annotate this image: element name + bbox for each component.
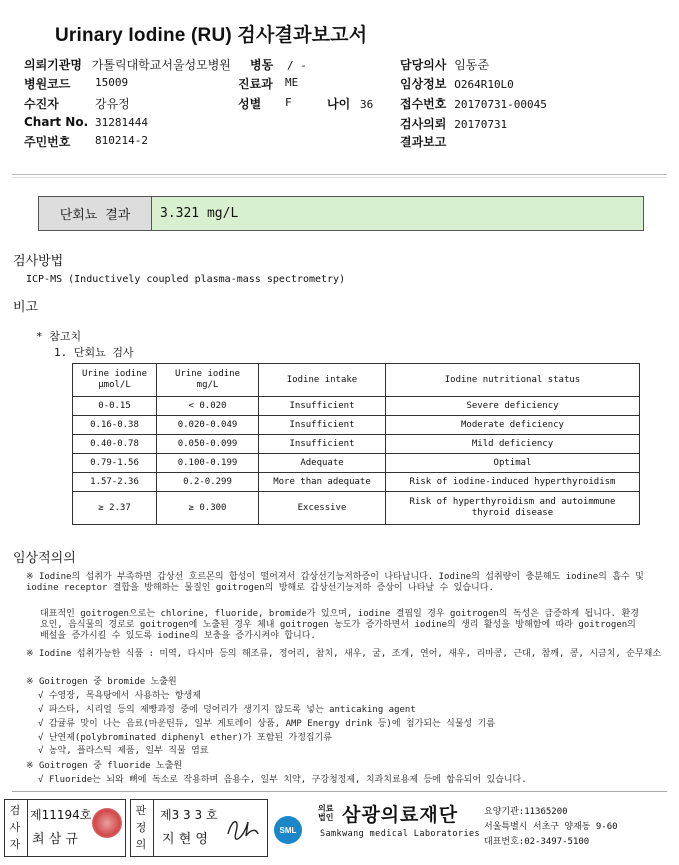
approver-name: 지 현 영 [162,832,208,847]
report-date-label: 결과보고 [400,135,447,149]
table-cell: 0.020-0.049 [157,416,259,435]
age-value: 36 [360,98,374,111]
divider [12,177,667,178]
hospcode-value: 15009 [95,76,129,89]
table-cell: 0.40-0.78 [73,435,157,454]
divider [12,791,667,792]
inspector-name: 최 삼 규 [32,832,78,847]
table-cell: 0-0.15 [73,397,157,416]
bromide-item: √ 농약, 플라스틱 제품, 일부 직물 염료 [38,746,209,756]
method-title: 검사방법 [13,254,64,269]
inspector-seal [92,808,122,838]
ref-title: * 참고치 [36,330,82,343]
table-cell: 0.79-1.56 [73,454,157,473]
col-header-mg: Urine iodine mg/L [157,364,259,397]
sex-label: 성별 [238,97,262,111]
table-cell: Insufficient [259,397,386,416]
bromide-item: √ 난연제(polybrominated diphenyl ether)가 포함된 가정집기류 [38,733,332,743]
table-row [73,492,640,525]
table-cell: ≥ 0.300 [157,492,259,525]
ward-value: / - [287,59,307,72]
table-cell: ≥ 2.37 [73,492,157,525]
table-cell: Insufficient [259,416,386,435]
table-cell: 1.57-2.36 [73,473,157,492]
phone: 대표번호:02-3497-5100 [484,837,590,847]
approver-label: 판정의 [135,804,147,851]
result-box [38,196,644,231]
receipt-label: 접수번호 [400,97,447,111]
table-cell: Risk of iodine-induced hyperthyroidism [386,473,640,492]
bromide-item: √ 파스타, 시리얼 등의 제빵과정 중에 덩어리가 생기지 않도록 넣는 anticaking agent [38,705,416,715]
table-row [73,454,640,473]
table-cell: < 0.020 [157,397,259,416]
bromide-title: ※ Goitrogen 중 bromide 노출원 [26,677,177,687]
fluoride-item: √ Fluoride는 뇌와 뼈에 독소로 작용하며 음용수, 일부 치약, 구강청정제, 치과치료용제 등에 함유되어 있습니다. [38,775,527,785]
inspector-label: 검사자 [9,804,21,851]
table-cell: Insufficient [259,435,386,454]
col-header-intake: Iodine intake [259,364,386,397]
col-header-umol: Urine iodine μmol/L [73,364,157,397]
table-header-row [73,364,640,397]
table-cell: 0.2-0.299 [157,473,259,492]
clinical-paragraph-1: ※ Iodine의 섭취가 부족하면 갑상선 호르몬의 합성이 떨어져서 갑상선기능저하증이 나타납니다. Iodine의 섭취량이 충분해도 iodine의 흡수 및 iodine receptor 결합을 방해하는 물질인 goitrogen의 방해로 갑상선기능저하 증상이 나타날 수 있습니다. [26,572,644,593]
hospcode-label: 병원코드 [24,77,71,91]
inspector-number: 제11194호 [30,808,92,822]
table-cell: 0.100-0.199 [157,454,259,473]
receipt-value: 20170731-00045 [454,98,547,111]
result-label: 단회뇨 결과 [39,197,152,230]
table-cell: Excessive [259,492,386,525]
corp-name: 삼광의료재단 [342,804,459,826]
age-label: 나이 [327,97,351,111]
table-cell: Moderate deficiency [386,416,640,435]
dept-label: 진료과 [238,77,273,91]
institution-label: 의뢰기관명 [24,58,82,72]
col-header-status: Iodine nutritional status [386,364,640,397]
ward-label: 병동 [250,58,274,72]
remarks-title: 비고 [13,300,39,315]
patient-value: 강유정 [95,97,130,111]
request-label: 검사의뢰 [400,117,447,131]
approver-number: 제3 3 3 호 [160,808,218,822]
patient-label: 수진자 [24,97,59,111]
signature-icon [224,812,262,842]
corp-prefix: 의료법인 [318,804,334,822]
ref-subtitle: 1. 단회뇨 검사 [54,346,134,359]
table-cell: 0.16-0.38 [73,416,157,435]
divider [12,174,667,175]
table-row [73,416,640,435]
table-cell: Mild deficiency [386,435,640,454]
table-cell: 0.050-0.099 [157,435,259,454]
clinical-paragraph-3: ※ Iodine 섭취가능한 식품 : 미역, 다시마 등의 해조류, 정어리, 참치, 새우, 굴, 조개, 연어, 새우, 리마콩, 근대, 참깨, 콩, 시금치, 순무채소 [26,649,662,659]
table-cell: More than adequate [259,473,386,492]
rrn-label: 주민번호 [24,135,71,149]
clinical-value: O264R10L0 [454,78,514,91]
dept-value: ME [285,76,299,89]
rrn-value: 810214-2 [95,134,148,147]
chart-value: 31281444 [95,116,148,129]
chart-label: Chart No. [24,115,89,129]
table-row [73,473,640,492]
bromide-item: √ 수영장, 목욕탕에서 사용하는 항생제 [38,691,201,701]
table-cell: Adequate [259,454,386,473]
report-title: Urinary Iodine (RU) 검사결과보고서 [55,25,368,46]
doctor-label: 담당의사 [400,58,447,72]
institution-row [24,56,231,73]
table-cell: Severe deficiency [386,397,640,416]
table-row [73,397,640,416]
corp-english-name: Samkwang medical Laboratories [320,829,481,839]
doctor-value: 임동준 [454,58,489,72]
org-code: 요양기관:11365200 [484,807,568,817]
clinical-paragraph-2: 대표적인 goitrogen으로는 chlorine, fluoride, bromide가 있으며, iodine 결핍일 경우 goitrogen의 독성은 급증하게 됩니다. 환경요인, 음식물의 경로로 goitrogen에 노출된 경우 체내 goitrogen 농도가 증가하면서 iodine의 생리 활성을 방해함에 따라 goitrogen의 배설을 증가시킬 수 있도록 iodine의 보충을 증가시켜야 합니다. [40,609,639,641]
sex-value: F [285,96,292,109]
table-cell: Risk of hyperthyroidism and autoimmune thyroid disease [386,492,640,525]
clinical-label: 임상정보 [400,77,447,91]
reference-table [72,363,640,525]
result-value: 3.321 mg/L [152,197,643,230]
clinical-title: 임상적의의 [13,551,76,566]
sml-logo-icon: SML [274,816,302,844]
request-value: 20170731 [454,118,508,131]
fluoride-title: ※ Goitrogen 중 fluoride 노출원 [26,761,183,771]
table-row [73,435,640,454]
bromide-item: √ 감귤류 맛이 나는 음료(마운틴듀, 일부 게토레이 상품, AMP Energy drink 등)에 첨가되는 식물성 기름 [38,719,496,729]
address: 서울특별시 서초구 양재동 9-60 [484,822,618,832]
method-text: ICP-MS (Inductively coupled plasma-mass spectrometry) [26,274,346,285]
table-cell: Optimal [386,454,640,473]
institution-value: 가톨릭대학교서울성모병원 [91,58,231,72]
